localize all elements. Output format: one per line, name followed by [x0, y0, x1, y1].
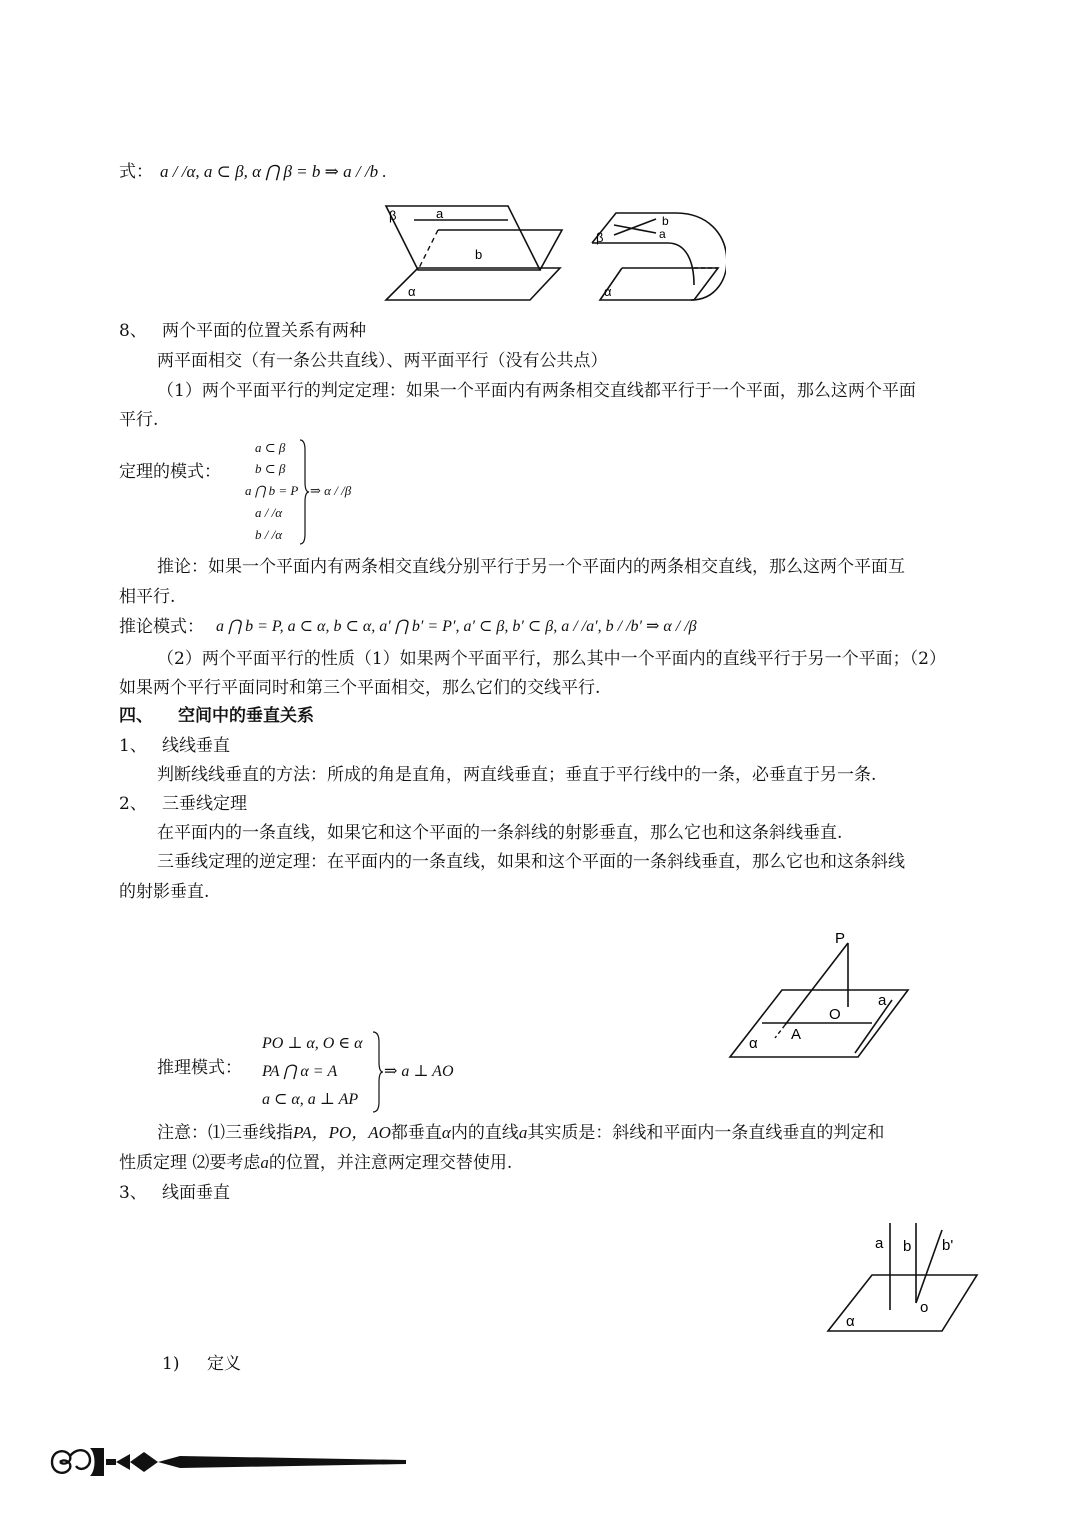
line-a [855, 1000, 892, 1053]
corollary-mode-label: 推论模式： [119, 617, 204, 637]
item-number: 1、 [119, 736, 147, 756]
right-brace [298, 438, 310, 546]
paragraph: 的射影垂直. [119, 882, 210, 902]
label-o: o [920, 1299, 929, 1316]
reason-line: PO ⊥ α, O ∈ α [262, 1035, 363, 1052]
plane-alpha [600, 268, 718, 300]
mode-line: b / /α [255, 527, 283, 542]
figure-three-perpendiculars [720, 925, 920, 1065]
figure-skew-lines [586, 205, 726, 305]
label-O: O [829, 1006, 841, 1023]
ornament-divider [44, 1440, 409, 1482]
corollary-mode-formula: a ⋂ b = P, a ⊂ α, b ⊂ α, a′ ⋂ b′ = P′, a′ ⊂ β, b′ ⊂ β, a / /a′, b / /b′ ⇒ α / /β [216, 618, 697, 635]
label-alpha: α [408, 284, 416, 299]
note-math: PA，PO，AO [293, 1123, 391, 1142]
label-beta: β [389, 208, 397, 223]
paragraph: 推论：如果一个平面内有两条相交直线分别平行于另一个平面内的两条相交直线，那么这两个平面互 [157, 557, 905, 577]
note-line-1 [157, 1121, 884, 1145]
label-a: a [878, 992, 887, 1009]
section-title: 三垂线定理 [162, 794, 247, 814]
item-number: 2、 [119, 794, 147, 814]
label-b: b [662, 214, 669, 228]
line-b-prime [916, 1230, 942, 1303]
paragraph: 平行. [119, 410, 159, 430]
note-text: 注意：⑴三垂线指 [157, 1123, 293, 1143]
chapter-title: 空间中的垂直关系 [178, 706, 314, 726]
mode-line: a / /α [255, 505, 283, 520]
label-b: b [475, 247, 483, 262]
mode-line: a ⋂ b = P [245, 483, 299, 498]
reason-line: a ⊂ α, a ⊥ AP [262, 1091, 359, 1108]
note-math: α [441, 1123, 451, 1142]
label-a: a [436, 206, 444, 221]
note-math: a [518, 1123, 528, 1142]
plane-beta [386, 206, 540, 270]
hidden-edge [418, 230, 438, 270]
item-number: 3、 [119, 1183, 147, 1203]
label-a: a [875, 1235, 884, 1252]
plane-beta-back [438, 230, 562, 270]
paragraph: （2）两个平面平行的性质（1）如果两个平面平行，那么其中一个平面内的直线平行于另一个平面；（2） [157, 649, 946, 669]
formula-line: a / /α, a ⊂ β, α ⋂ β = b ⇒ a / /b . [160, 162, 387, 181]
figure-line-plane-perpendicular [820, 1218, 985, 1338]
reason-result: ⇒ a ⊥ AO [384, 1063, 454, 1080]
label-A: A [791, 1026, 802, 1043]
mode-line: a ⊂ β [255, 440, 286, 455]
paragraph: 两平面相交（有一条公共直线）、两平面平行（没有公共点） [157, 351, 608, 371]
paragraph: 相平行. [119, 587, 176, 607]
label-P: P [835, 930, 846, 947]
note-text: 其实质是：斜线和平面内一条直线垂直的判定和 [527, 1123, 885, 1143]
note-text: 内的直线 [450, 1123, 519, 1143]
reason-formula [262, 1030, 482, 1114]
label-a: a [659, 227, 666, 241]
label-beta: β [596, 230, 604, 245]
reason-line: PA ⋂ α = A [262, 1063, 338, 1080]
paragraph: 三垂线定理的逆定理：在平面内的一条直线，如果和这个平面的一条斜线垂直，那么它也和这条斜线 [157, 852, 905, 872]
mode-label: 定理的模式： [119, 462, 221, 482]
formula-prefix: 式： [119, 162, 153, 182]
paragraph: 在平面内的一条直线，如果它和这个平面的一条斜线的射影垂直，那么它也和这条斜线垂直. [157, 823, 843, 843]
label-b-prime: b' [942, 1237, 954, 1254]
paragraph: 如果两个平行平面同时和第三个平面相交，那么它们的交线平行. [119, 678, 601, 698]
reason-label: 推理模式： [157, 1058, 242, 1078]
label-alpha: α [846, 1313, 855, 1330]
plane-beta-edge [592, 243, 694, 285]
line-PA-hidden [775, 1025, 785, 1038]
figure-plane-intersection [380, 200, 570, 305]
note-line-2 [119, 1151, 512, 1175]
note-text: 都垂直 [390, 1123, 442, 1143]
note-text: 的位置，并注意两定理交替使用. [268, 1153, 513, 1173]
label-alpha: α [749, 1035, 758, 1052]
right-brace [371, 1030, 385, 1114]
mode-result: ⇒ α / /β [310, 483, 352, 498]
item-number: 8、 [119, 321, 147, 341]
sub-item-title: 定义 [207, 1354, 241, 1374]
note-text: 性质定理 ⑵要考虑 [119, 1153, 261, 1173]
mode-line: b ⊂ β [255, 461, 286, 476]
paragraph: （1）两个平面平行的判定定理：如果一个平面内有两条相交直线都平行于一个平面，那么这两个平面 [157, 381, 916, 401]
section-title: 线面垂直 [162, 1183, 230, 1203]
sub-item-number: 1) [162, 1354, 180, 1374]
section-title: 线线垂直 [162, 736, 230, 756]
mode-formula [240, 438, 370, 548]
chapter-number: 四、 [119, 706, 153, 726]
note-math: a [260, 1153, 269, 1172]
section-title: 两个平面的位置关系有两种 [162, 321, 366, 341]
label-alpha: α [604, 284, 612, 299]
paragraph: 判断线线垂直的方法：所成的角是直角，两直线垂直；垂直于平行线中的一条，必垂直于另一条. [157, 765, 877, 785]
label-b: b [903, 1238, 912, 1255]
